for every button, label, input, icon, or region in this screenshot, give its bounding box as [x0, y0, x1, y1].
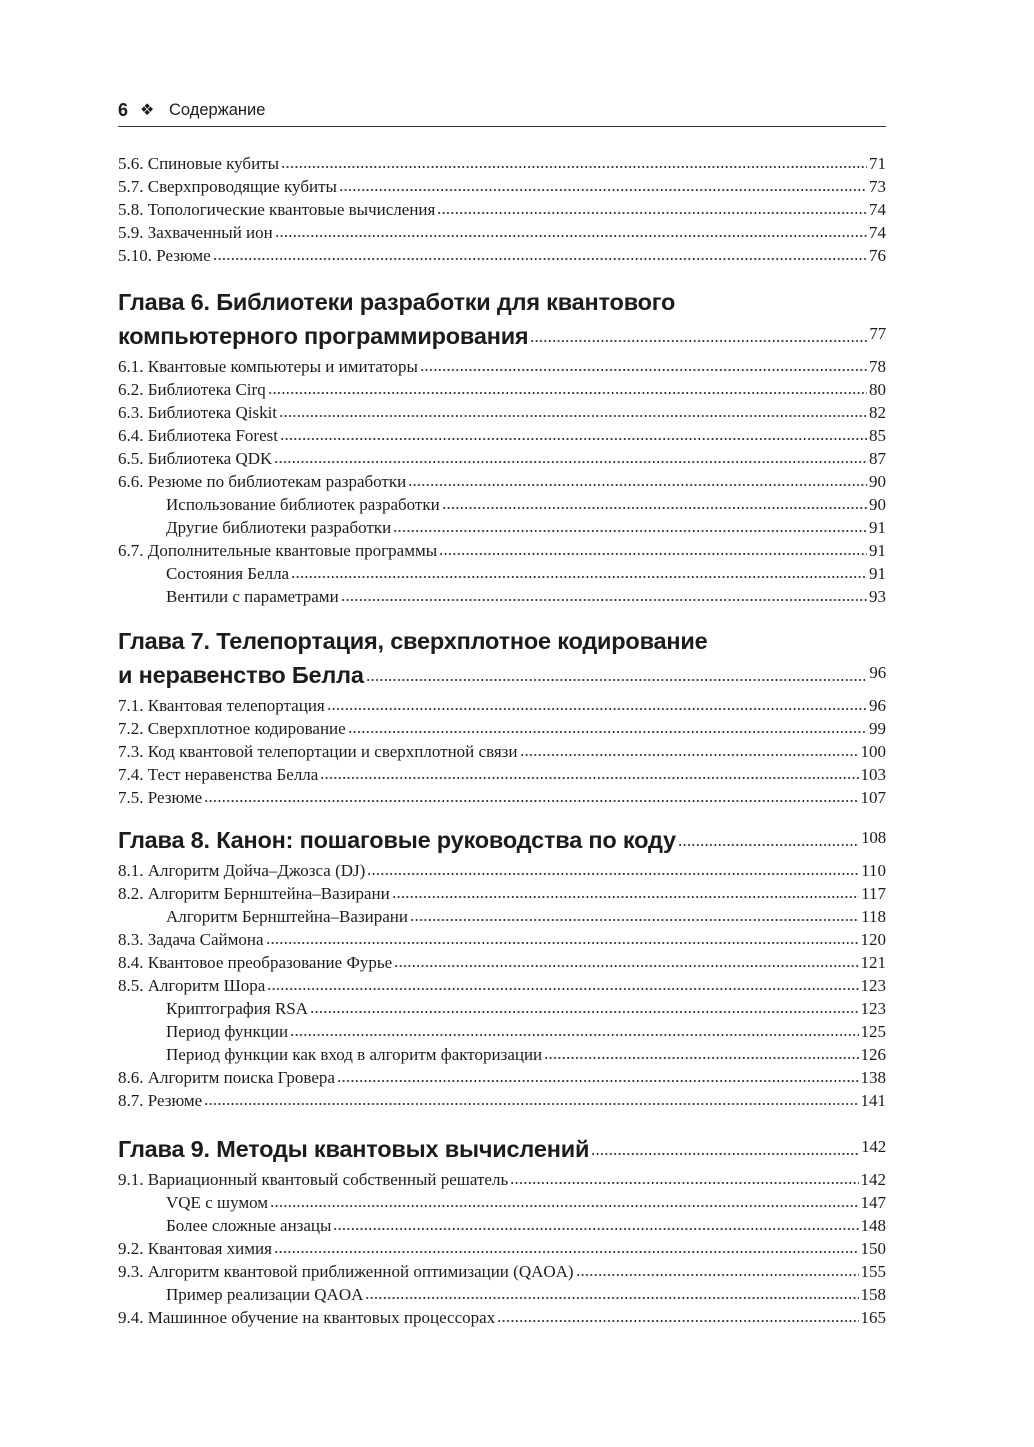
- toc-entry[interactable]: [118, 424, 886, 447]
- entry-page-number: 90: [869, 495, 886, 514]
- toc-entry[interactable]: [118, 1066, 886, 1089]
- toc-subentry[interactable]: [118, 905, 886, 928]
- entry-title: 9.4. Машинное обучение на квантовых процессорах: [118, 1308, 496, 1327]
- entry-page-number: 80: [869, 380, 886, 399]
- entry-title: Алгоритм Бернштейна–Вазирани: [166, 907, 408, 926]
- toc-subentry[interactable]: [118, 585, 886, 608]
- entry-title: Период функции: [166, 1022, 289, 1041]
- chapter-heading[interactable]: [118, 823, 886, 857]
- toc-subentry[interactable]: [118, 1043, 886, 1066]
- entry-page-number: 100: [860, 742, 886, 761]
- entry-page-number: 96: [869, 696, 886, 715]
- dot-leader: [290, 1032, 858, 1038]
- toc-entry[interactable]: [118, 244, 886, 267]
- dot-leader: [279, 413, 867, 419]
- entry-page-number: 82: [869, 403, 886, 422]
- entry-page-number: 141: [860, 1091, 886, 1110]
- dot-leader: [437, 210, 867, 216]
- dot-leader: [213, 256, 867, 262]
- entry-page-number: 74: [869, 223, 886, 242]
- entry-title: 8.4. Квантовое преобразование Фурье: [118, 953, 393, 972]
- entry-page-number: 71: [869, 154, 886, 173]
- toc-subentry[interactable]: [118, 1020, 886, 1043]
- dot-leader: [275, 233, 867, 239]
- dot-leader: [320, 775, 858, 781]
- entry-page-number: 103: [860, 765, 886, 784]
- dot-leader: [497, 1318, 858, 1324]
- entry-title: 6.3. Библиотека Qiskit: [118, 403, 278, 422]
- entry-page-number: 158: [860, 1285, 886, 1304]
- toc-entry[interactable]: [118, 221, 886, 244]
- toc-entry[interactable]: [118, 175, 886, 198]
- entry-page-number: 110: [861, 861, 886, 880]
- dot-leader: [337, 1078, 859, 1084]
- toc-entry[interactable]: [118, 355, 886, 378]
- entry-title: 7.1. Квантовая телепортация: [118, 696, 325, 715]
- chapter-title-line2: Глава 9. Методы квантовых вычислений: [118, 1136, 590, 1162]
- chapter-title-row: [118, 823, 886, 857]
- dot-leader: [327, 706, 867, 712]
- dot-leader: [274, 459, 867, 465]
- toc-entry[interactable]: [118, 1237, 886, 1260]
- entry-title: 8.3. Задача Саймона: [118, 930, 264, 949]
- entry-title: 7.4. Тест неравенства Белла: [118, 765, 319, 784]
- entry-page-number: 118: [861, 907, 886, 926]
- chapter-page-number: 77: [869, 324, 886, 343]
- entry-title: 6.7. Дополнительные квантовые программы: [118, 541, 438, 560]
- entry-title: 5.9. Захваченный ион: [118, 223, 273, 242]
- entry-title: VQE с шумом: [166, 1193, 269, 1212]
- toc-entry[interactable]: [118, 378, 886, 401]
- entry-title: Период функции как вход в алгоритм факторизации: [166, 1045, 543, 1064]
- dot-leader: [267, 986, 858, 992]
- entry-title: 8.5. Алгоритм Шора: [118, 976, 266, 995]
- toc-entry[interactable]: [118, 401, 886, 424]
- dot-leader: [280, 436, 867, 442]
- entry-page-number: 117: [861, 884, 886, 903]
- entry-page-number: 150: [860, 1239, 886, 1258]
- header-title: Содержание: [169, 101, 266, 119]
- entry-page-number: 142: [860, 1170, 886, 1189]
- dot-leader: [367, 871, 859, 877]
- toc-entry[interactable]: [118, 1260, 886, 1283]
- entry-title: 5.8. Топологические квантовые вычисления: [118, 200, 436, 219]
- entry-title: 5.6. Спиновые кубиты: [118, 154, 280, 173]
- chapter-title-line2: и неравенство Белла: [118, 662, 364, 688]
- entry-title: 6.4. Библиотека Forest: [118, 426, 278, 445]
- toc-entry[interactable]: [118, 740, 886, 763]
- toc-subentry[interactable]: [118, 1283, 886, 1306]
- toc-entry[interactable]: [118, 1168, 886, 1191]
- dot-leader: [348, 729, 867, 735]
- entry-page-number: 120: [860, 930, 886, 949]
- chapter-page-number: 142: [861, 1137, 886, 1156]
- entry-page-number: 76: [869, 246, 886, 265]
- page-number: 6: [118, 100, 129, 120]
- toc-entry[interactable]: [118, 763, 886, 786]
- entry-title: 7.2. Сверхплотное кодирование: [118, 719, 346, 738]
- dot-leader: [442, 505, 867, 511]
- dot-leader: [274, 1249, 859, 1255]
- entry-page-number: 125: [860, 1022, 886, 1041]
- dot-leader: [576, 1272, 859, 1278]
- entry-title: Использование библиотек разработки: [166, 495, 440, 514]
- toc-entry[interactable]: [118, 951, 886, 974]
- dot-leader: [268, 390, 867, 396]
- dot-leader: [341, 597, 867, 603]
- entry-title: 5.7. Сверхпроводящие кубиты: [118, 177, 337, 196]
- dot-leader: [408, 482, 867, 488]
- dot-leader: [333, 1226, 858, 1232]
- chapter-title-row: [118, 658, 886, 692]
- dot-leader: [204, 1101, 858, 1107]
- chapter-title-line1: Глава 7. Телепортация, сверхплотное кодирование: [118, 628, 708, 654]
- chapter-title-line2: компьютерного программирования: [118, 323, 529, 349]
- toc-entry[interactable]: [118, 974, 886, 997]
- entry-title: 9.2. Квантовая химия: [118, 1239, 272, 1258]
- entry-title: Более сложные анзацы: [166, 1216, 332, 1235]
- toc-entry[interactable]: [118, 717, 886, 740]
- entry-page-number: 107: [860, 788, 886, 807]
- entry-title: 6.6. Резюме по библиотекам разработки: [118, 472, 407, 491]
- entry-title: 8.1. Алгоритм Дойча–Джозса (DJ): [118, 861, 366, 880]
- chapter-heading[interactable]: [118, 1132, 886, 1166]
- entry-title: 6.1. Квантовые компьютеры и имитаторы: [118, 357, 418, 376]
- entry-title: 6.2. Библиотека Cirq: [118, 380, 266, 399]
- dot-leader: [420, 367, 867, 373]
- dot-leader: [266, 940, 859, 946]
- entry-page-number: 87: [869, 449, 886, 468]
- chapter-title-line2: Глава 8. Канон: пошаговые руководства по коду: [118, 827, 676, 853]
- entry-title: Состояния Белла: [166, 564, 290, 583]
- dot-leader: [291, 574, 867, 580]
- chapter-heading[interactable]: [118, 624, 886, 692]
- entry-title: Пример реализации QAOA: [166, 1285, 364, 1304]
- entry-page-number: 147: [860, 1193, 886, 1212]
- dot-leader: [410, 917, 859, 923]
- entry-page-number: 93: [869, 587, 886, 606]
- entry-page-number: 91: [869, 541, 886, 560]
- toc-entry[interactable]: [118, 198, 886, 221]
- toc-subentry[interactable]: [118, 562, 886, 585]
- entry-title: 8.2. Алгоритм Бернштейна–Вазирани: [118, 884, 390, 903]
- entry-title: Вентили с параметрами: [166, 587, 339, 606]
- ornament-icon: ❖: [140, 102, 155, 119]
- toc-entry[interactable]: [118, 1089, 886, 1112]
- entry-page-number: 78: [869, 357, 886, 376]
- dot-leader: [365, 1295, 858, 1301]
- entry-page-number: 91: [869, 564, 886, 583]
- toc-entry[interactable]: [118, 859, 886, 882]
- entry-page-number: 165: [860, 1308, 886, 1327]
- entry-page-number: 91: [869, 518, 886, 537]
- table-of-contents: [118, 152, 886, 1329]
- dot-leader: [520, 752, 859, 758]
- dot-leader: [204, 798, 858, 804]
- toc-entry[interactable]: [118, 152, 886, 175]
- entry-title: 8.6. Алгоритм поиска Гровера: [118, 1068, 335, 1087]
- entry-title: 7.3. Код квантовой телепортации и сверхплотной связи: [118, 742, 518, 761]
- chapter-title-row: [118, 319, 886, 353]
- toc-entry[interactable]: [118, 882, 886, 905]
- dot-leader: [510, 1180, 858, 1186]
- entry-page-number: 73: [869, 177, 886, 196]
- dot-leader: [339, 187, 867, 193]
- toc-entry[interactable]: [118, 786, 886, 809]
- toc-subentry[interactable]: [118, 516, 886, 539]
- entry-page-number: 138: [860, 1068, 886, 1087]
- chapter-title-row: [118, 1132, 886, 1166]
- entry-page-number: 148: [860, 1216, 886, 1235]
- entry-page-number: 123: [860, 976, 886, 995]
- entry-title: 5.10. Резюме: [118, 246, 211, 265]
- toc-entry[interactable]: [118, 928, 886, 951]
- toc-entry[interactable]: [118, 470, 886, 493]
- dot-leader: [270, 1203, 858, 1209]
- chapter-page-number: 96: [869, 663, 886, 682]
- dot-leader: [281, 164, 867, 170]
- toc-subentry[interactable]: [118, 997, 886, 1020]
- entry-page-number: 85: [869, 426, 886, 445]
- toc-entry[interactable]: [118, 1306, 886, 1329]
- entry-page-number: 121: [860, 953, 886, 972]
- running-header: [118, 98, 886, 127]
- dot-leader: [678, 842, 859, 848]
- entry-title: 9.3. Алгоритм квантовой приближенной оптимизации (QAOA): [118, 1262, 574, 1281]
- entry-page-number: 123: [860, 999, 886, 1018]
- entry-title: 6.5. Библиотека QDK: [118, 449, 273, 468]
- dot-leader: [591, 1151, 859, 1157]
- entry-title: 8.7. Резюме: [118, 1091, 203, 1110]
- dot-leader: [310, 1009, 858, 1015]
- dot-leader: [394, 963, 858, 969]
- entry-title: Другие библиотеки разработки: [166, 518, 392, 537]
- chapter-title-line1: Глава 6. Библиотеки разработки для квантового: [118, 289, 676, 315]
- toc-subentry[interactable]: [118, 1214, 886, 1237]
- entry-page-number: 126: [860, 1045, 886, 1064]
- dot-leader: [393, 528, 867, 534]
- chapter-heading[interactable]: [118, 285, 886, 353]
- entry-title: Криптография RSA: [166, 999, 309, 1018]
- dot-leader: [439, 551, 867, 557]
- dot-leader: [366, 677, 868, 683]
- dot-leader: [544, 1055, 858, 1061]
- toc-entry[interactable]: [118, 539, 886, 562]
- toc-subentry[interactable]: [118, 1191, 886, 1214]
- toc-entry[interactable]: [118, 694, 886, 717]
- dot-leader: [392, 894, 859, 900]
- entry-page-number: 155: [860, 1262, 886, 1281]
- entry-title: 7.5. Резюме: [118, 788, 203, 807]
- entry-title: 9.1. Вариационный квантовый собственный решатель: [118, 1170, 509, 1189]
- entry-page-number: 90: [869, 472, 886, 491]
- toc-entry[interactable]: [118, 447, 886, 470]
- entry-page-number: 99: [869, 719, 886, 738]
- dot-leader: [530, 338, 867, 344]
- entry-page-number: 74: [869, 200, 886, 219]
- chapter-page-number: 108: [861, 828, 886, 847]
- toc-subentry[interactable]: [118, 493, 886, 516]
